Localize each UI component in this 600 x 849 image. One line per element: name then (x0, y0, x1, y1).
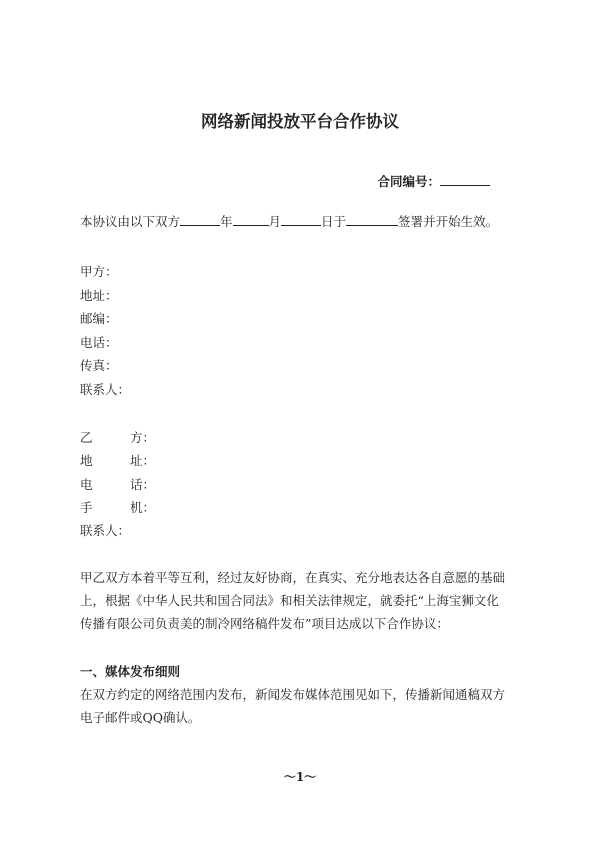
contract-number-blank (440, 174, 490, 186)
party-a-contact: 联系人： (80, 382, 131, 397)
party-b-address (80, 453, 155, 469)
party-a-address: 地址： (80, 288, 118, 303)
year-label: 年 (220, 214, 233, 229)
label: 乙 (80, 430, 93, 445)
intro-text-end: 签署并开始生效。 (398, 214, 499, 229)
label: 方： (130, 430, 156, 445)
label: 手 (80, 500, 93, 515)
intro-line (80, 214, 498, 230)
page-number: ～1～ (283, 770, 317, 784)
party-b-mobile (80, 500, 155, 516)
contract-number (377, 172, 490, 190)
label: 话： (130, 477, 156, 492)
intro-text: 本协议由以下双方 (80, 214, 181, 229)
label: 地 (80, 453, 93, 468)
label: 机： (130, 500, 156, 515)
contract-number-label: 合同编号： (377, 174, 440, 189)
party-b-name (80, 430, 155, 446)
blank (281, 214, 321, 226)
paragraph-line: 甲乙双方本着平等互利，经过友好协商，在真实、充分地表达各自意愿的基础 (80, 570, 506, 585)
party-a-postcode: 邮编： (80, 311, 118, 326)
document-title: 网络新闻投放平台合作协议 (201, 112, 399, 131)
day-label: 日于 (321, 214, 347, 229)
blank (233, 214, 269, 226)
party-a-phone: 电话： (80, 335, 118, 350)
label: 址： (130, 453, 156, 468)
blank (346, 214, 398, 226)
label: 电 (80, 477, 93, 492)
section-line: 电子邮件或QQ确认。 (80, 710, 201, 725)
paragraph-line: 传播有限公司负责美的制冷网络稿件发布”项目达成以下合作协议： (80, 616, 449, 631)
party-a-fax: 传真： (80, 358, 118, 373)
blank (180, 214, 220, 226)
label: 联系人： (80, 523, 131, 538)
paragraph-line: 上，根据《中华人民共和国合同法》和相关法律规定，就委托“上海宝狮文化 (80, 593, 499, 608)
month-label: 月 (268, 214, 282, 229)
section-heading: 一、媒体发布细则 (80, 664, 181, 679)
party-a-name: 甲方： (80, 264, 118, 279)
party-b-phone (80, 477, 155, 493)
section-line: 在双方约定的网络范围内发布，新闻发布媒体范围见如下，传播新闻通稿双方 (80, 687, 506, 702)
party-b-contact (80, 523, 130, 539)
